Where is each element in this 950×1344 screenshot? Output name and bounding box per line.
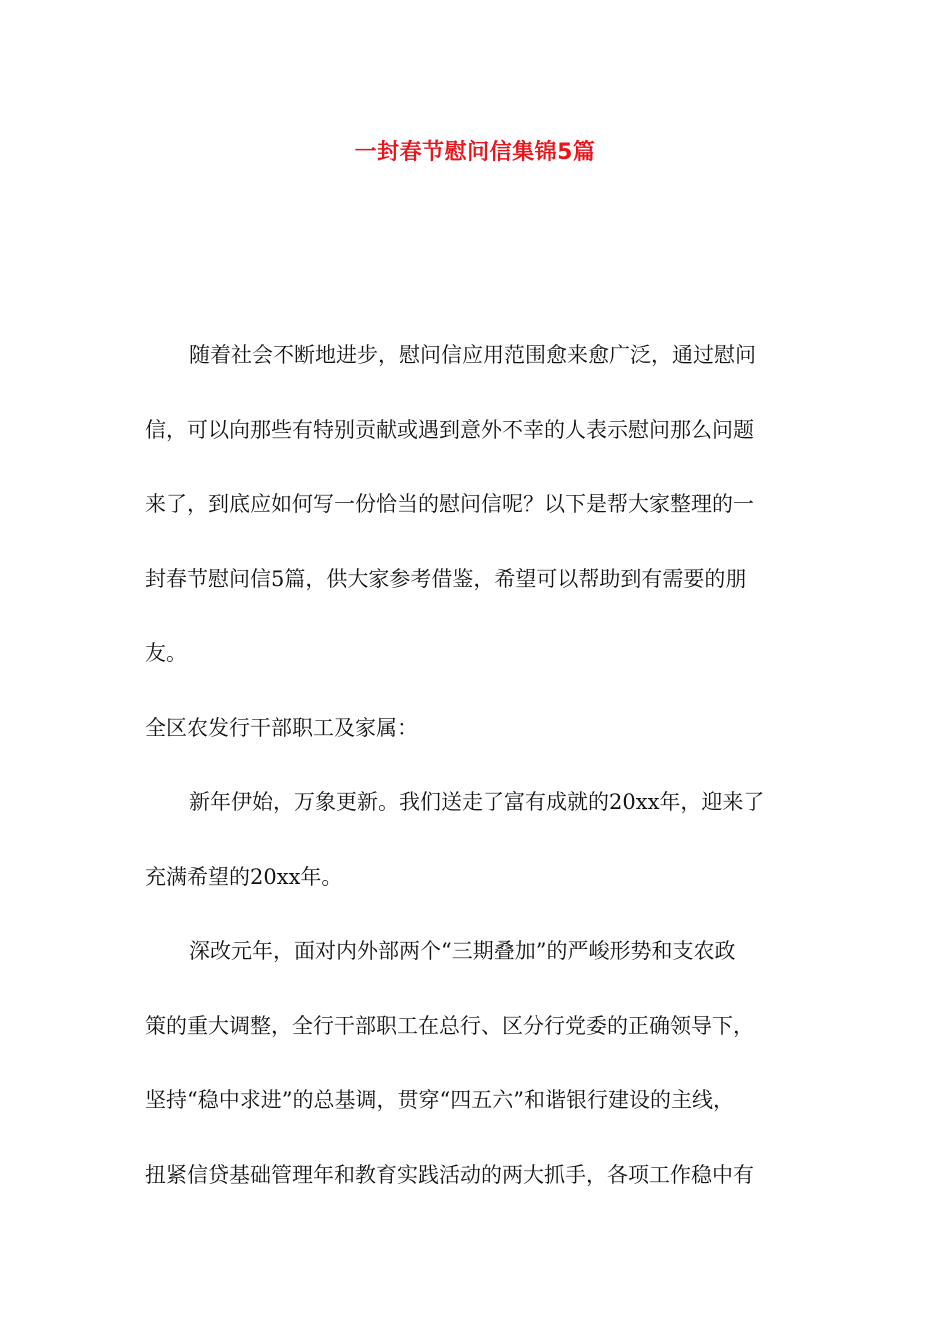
paragraph-new-year [145,765,825,914]
text-line: 坚持“稳中求进”的总基调，贯穿“四五六”和谐银行建设的主线， [145,1088,734,1112]
text-line: 随着社会不断地进步，慰问信应用范围愈来愈广泛，通过慰问 [189,343,756,367]
text-line: 扭紧信贷基础管理年和教育实践活动的两大抓手，各项工作稳中有 [145,1162,754,1187]
text-line: 新年伊始，万象更新。我们送走了富有成就的20xx年，迎来了 [189,790,765,814]
text-line: 策的重大调整，全行干部职工在总行、区分行党委的正确领导下， [145,1013,754,1038]
paragraph-intro [145,318,825,691]
paragraph-review [145,914,825,1212]
text-line: 友。 [145,641,187,665]
paragraph-salutation [145,691,825,766]
document-title: 一封春节慰问信集锦5篇 [354,140,596,165]
text-line: 封春节慰问信5篇，供大家参考借鉴，希望可以帮助到有需要的朋 [145,566,747,591]
text-line: 深改元年，面对内外部两个“三期叠加”的严峻形势和支农政 [189,939,736,963]
text-line: 充满希望的20xx年。 [145,864,343,889]
text-line: 全区农发行干部职工及家属： [145,715,418,740]
text-line: 信，可以向那些有特别贡献或遇到意外不幸的人表示慰问那么问题 [145,417,754,442]
text-line: 来了，到底应如何写一份恰当的慰问信呢？以下是帮大家整理的一 [145,492,754,516]
document-body [145,318,825,1212]
